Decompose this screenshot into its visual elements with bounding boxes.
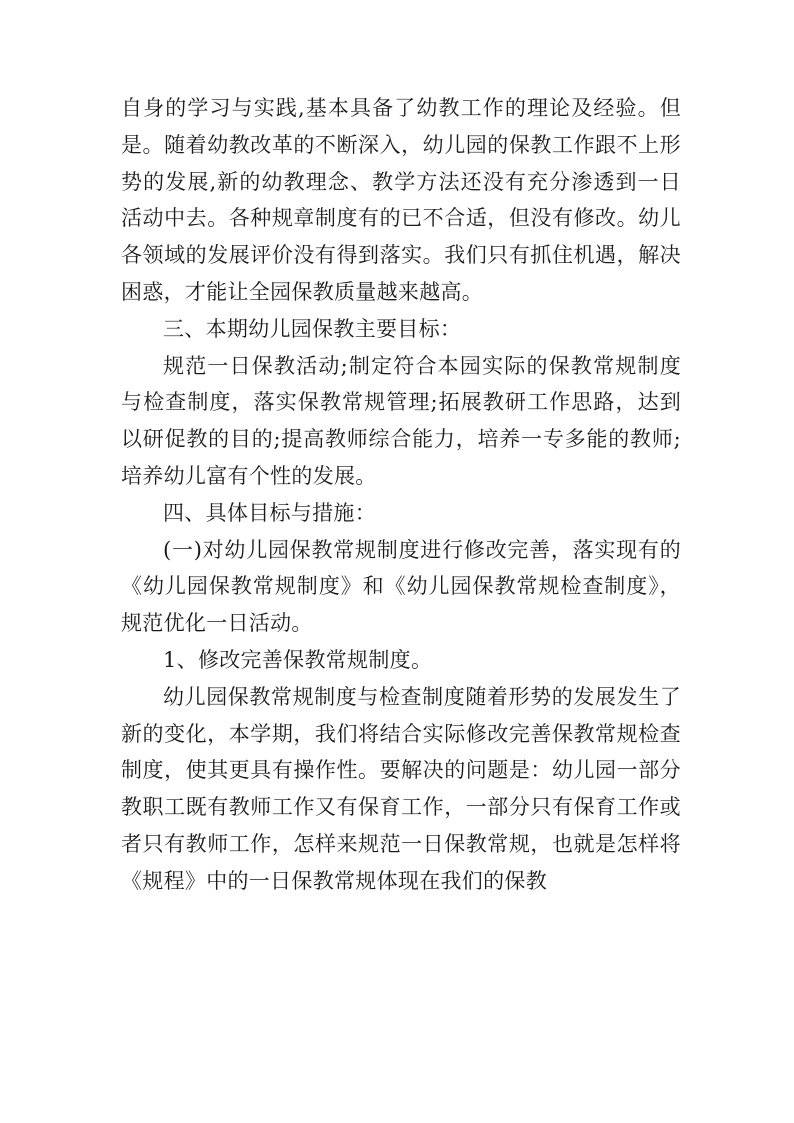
paragraph-goals: 规范一日保教活动;制定符合本园实际的保教常规制度与检查制度，落实保教常规管理;拓展教研工作思路，达到以研促教的目的;提高教师综合能力，培养一专多能的教师;培养幼儿富有个性的发展。 — [121, 353, 681, 488]
subsection-heading-1: (一)对幼儿园保教常规制度进行修改完善，落实现有的《幼儿园保教常规制度》和《幼儿园保教常规检查制度》，规范优化一日活动。 — [121, 537, 681, 636]
paragraph-revision: 幼儿园保教常规制度与检查制度随着形势的发展发生了新的变化，本学期，我们将结合实际修改完善保教常规检查制度，使其更具有操作性。要解决的问题是：幼儿园一部分教职工既有教师工作又有保育工作，一部分只有保育工作或者只有教师工作，怎样来规范一日保教常规，也就是怎样将《规程》中的一日保教常规体现在我们的保教 — [121, 684, 681, 893]
document-body — [121, 90, 681, 900]
item-heading-1: 1、修改完善保教常规制度。 — [163, 647, 433, 672]
section-heading-measures: 四、具体目标与措施： — [163, 500, 376, 525]
paragraph-intro-continuation: 自身的学习与实践,基本具备了幼教工作的理论及经验。但是。随着幼教改革的不断深入，幼儿园的保教工作跟不上形势的发展,新的幼教理念、教学方法还没有充分渗透到一日活动中去。各种规章制度有的已不合适，但没有修改。幼儿各领域的发展评价没有得到落实。我们只有抓住机遇，解决困惑，才能让全园保教质量越来越高。 — [121, 96, 681, 304]
section-heading-goals: 三、本期幼儿园保教主要目标： — [163, 316, 462, 341]
